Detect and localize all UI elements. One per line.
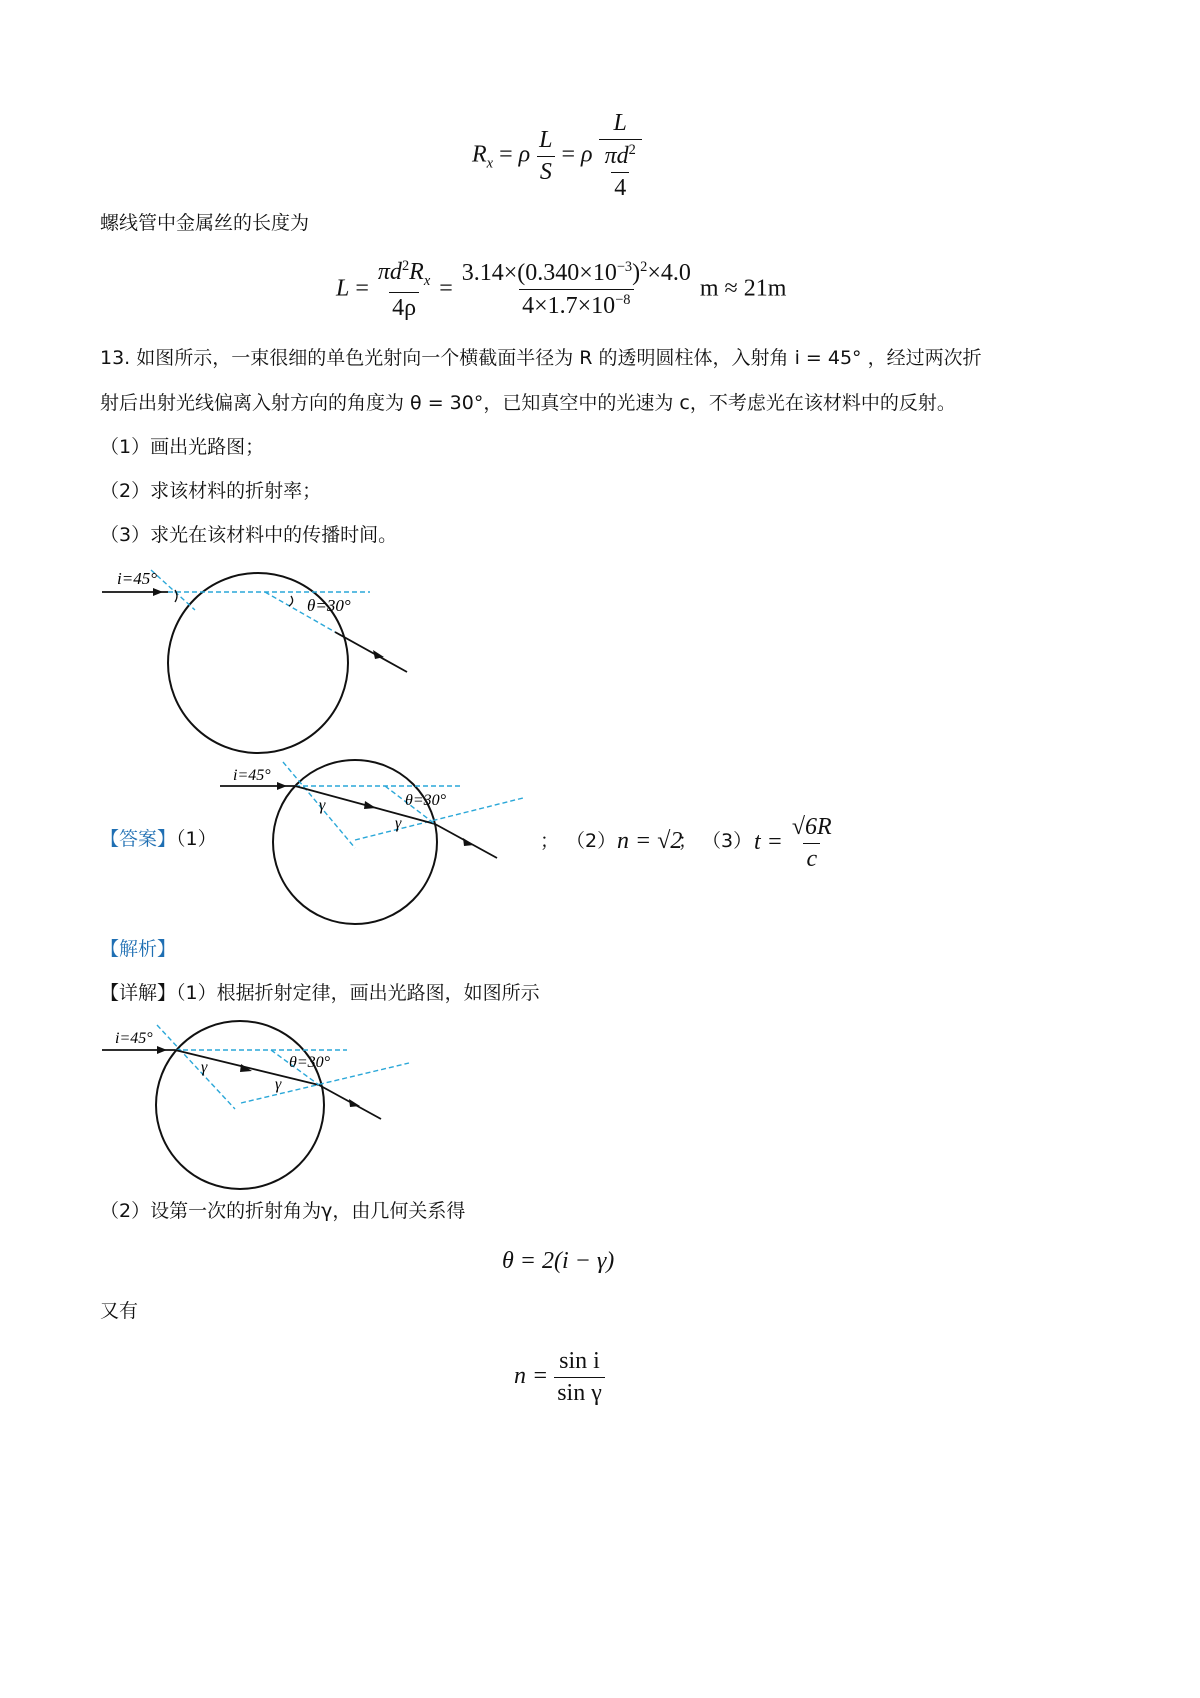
problem-q2: （2）求该材料的折射率； [100, 480, 322, 502]
eq2-frac2 [459, 259, 694, 320]
eq1-R: R [472, 141, 487, 168]
problem-line2: 射后出射光线偏离入射方向的角度为 θ = 30°，已知真空中的光速为 c，不考虑光在该材料中的反射。 [100, 392, 956, 414]
answer-figure [215, 750, 535, 930]
problem-line1: 13. 如图所示，一束很细的单色光射向一个横截面半径为 R 的透明圆柱体，入射角 i = 45° ，经过两次折 [100, 347, 982, 369]
eq2-exp3: −8 [615, 292, 631, 309]
eq1-sub: x [486, 155, 494, 172]
eq1-frac1 [536, 127, 555, 186]
answer-incident-arrow [277, 782, 287, 790]
detail-theta-label: θ=30° [289, 1054, 331, 1071]
problem-q3: （3）求光在该材料中的传播时间。 [100, 524, 398, 546]
analysis-tag: 【解析】 [100, 938, 177, 960]
eq2-result: m ≈ 21m [699, 275, 787, 302]
detail-line1: 【详解】（1）根据折射定律，画出光路图，如图所示 [100, 982, 540, 1004]
answer-t-den: c [803, 843, 820, 873]
answer-n: n = √2 [617, 828, 683, 854]
detail-n-den: sin γ [554, 1377, 605, 1407]
answer-circle [273, 760, 437, 924]
answer-part1: （1） [176, 828, 217, 850]
answer-tag [100, 830, 217, 849]
eq1-frac2 [599, 110, 642, 202]
answer-part3-label: （3） [702, 830, 753, 852]
detail-n-num: sin i [559, 1348, 600, 1374]
fig1-theta-label: θ=30° [307, 596, 351, 615]
answer-sep: ； [540, 830, 560, 852]
exit-ray [335, 632, 407, 672]
detail-eq-n [514, 1348, 605, 1407]
detail-gamma1: γ [201, 1059, 208, 1076]
detail-gamma2: γ [275, 1076, 282, 1093]
answer-theta-label: θ=30° [405, 792, 447, 809]
angle-arc-theta [289, 596, 293, 606]
answer-t [754, 814, 835, 873]
answer-t-frac [789, 814, 835, 873]
fig1-i-label: i=45° [117, 569, 157, 588]
eq2-exp1: −3 [616, 259, 633, 276]
eq1-L2: L [613, 110, 627, 136]
detail-circle [156, 1021, 324, 1189]
detail-n-frac [554, 1348, 605, 1407]
eq1-den-complex [599, 139, 642, 202]
incident-arrow [153, 588, 163, 596]
detail-incident-arrow [157, 1046, 167, 1054]
eq2-den-left: 4ρ [389, 292, 419, 322]
equation-length: L = $\frac{\pi d^2R_x}{4\rho}$ = $\frac{3.14\times(0.340\times 10^{-3})^2\times 4.0}{4\times 1.7\times 10^{-8}}$ m ≈ 21m [336, 258, 787, 321]
problem-q1: （1）画出光路图； [100, 436, 265, 458]
eq2-num-b: ) [632, 260, 641, 287]
answer-tag-label: 【答案】 [100, 828, 177, 850]
equation-resistance: $R_x = \rho$ $\frac{L}{S}$ = ρ $\frac{L}{\frac{\pi d^2}{4}}$ [472, 110, 642, 202]
detail-n-lhs: n = [514, 1363, 549, 1390]
eq1-rho2: ρ [581, 141, 593, 168]
eq1-sq: 2 [628, 142, 636, 158]
answer-t-num: √6R [791, 814, 832, 840]
eq1-inner-frac [602, 142, 639, 202]
detail-figure [95, 1015, 425, 1195]
eq2-den-right: 4×1.7×10 [522, 293, 616, 320]
detail-line2: （2）设第一次的折射角为γ，由几何关系得 [100, 1200, 466, 1222]
eq1-L: L [539, 126, 553, 153]
answer-i-label: i=45° [233, 767, 271, 784]
detail-normal1 [157, 1025, 235, 1109]
detail-i-label: i=45° [115, 1030, 153, 1047]
eq2-frac1 [375, 258, 433, 322]
text-length: 螺线管中金属丝的长度为 [100, 212, 310, 234]
detail-eq-theta: θ = 2(i − γ) [502, 1248, 615, 1274]
eq2-num-c: ×4.0 [647, 260, 691, 287]
eq2-L: L [336, 275, 350, 302]
answer-part2-end: ； [678, 830, 698, 852]
problem-figure [95, 560, 425, 760]
angle-arc-i [175, 590, 177, 602]
detail-exit-arrow [349, 1099, 360, 1107]
answer-gamma2: γ [395, 815, 402, 832]
eq2-pid: πd [377, 259, 402, 285]
answer-part2-label: （2） [566, 830, 617, 852]
answer-exit-arrow [463, 838, 474, 846]
answer-refracted-arrow [364, 801, 376, 809]
eq1-rho: ρ [518, 141, 531, 168]
eq2-x: x [423, 272, 431, 289]
detail-also: 又有 [100, 1300, 139, 1322]
eq1-S: S [537, 156, 555, 186]
eq1-four: 4 [611, 172, 629, 202]
eq1-pid: πd [604, 143, 629, 169]
answer-t-lhs: t = [754, 829, 783, 856]
eq2-Rx: R [409, 259, 424, 285]
answer-gamma1: γ [319, 797, 326, 814]
eq2-num-a: 3.14×(0.340×10 [461, 260, 617, 287]
eq2-exp2: 2 [640, 259, 648, 276]
eq2-sq: 2 [401, 258, 410, 274]
